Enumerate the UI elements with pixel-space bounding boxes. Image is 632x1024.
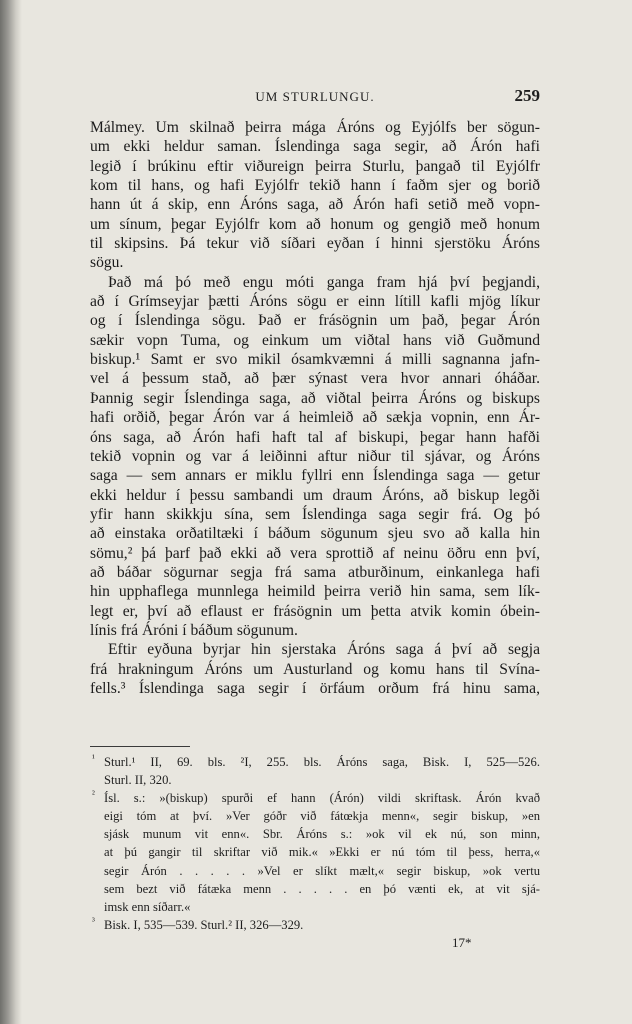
footnote-text: Sturl. II, 320.	[104, 773, 172, 788]
footnote-line	[90, 843, 540, 861]
footnote-line	[90, 753, 540, 771]
text-line: frá hrakningum Áróns um Austurland og komu hans til Svína-	[90, 660, 540, 678]
text-line: kom til hans, og hafi Eyjólfr tekið hann í faðm sjer og borið	[90, 177, 540, 195]
footnote-text: Sturl.¹ II, 69. bls. ²I, 255. bls. Áróns saga, Bisk. I, 525—526.	[104, 755, 540, 769]
text-line: til skipsins. Þá tekur við síðari eyðan í hinni sjerstöku Áróns	[90, 235, 540, 253]
signature-mark: 17*	[452, 935, 472, 950]
footnote-marker: ²	[92, 790, 95, 801]
text-line: að í Grímseyjar þætti Áróns sögu er einn lítill kafli mjög líkur	[90, 293, 540, 311]
text-line: Það má þó með engu móti ganga fram hjá því þegjandi,	[108, 273, 540, 291]
page-number: 259	[514, 86, 540, 105]
footnote-line	[90, 771, 540, 789]
text-line: óns saga, að Árón hafi haft tal af biskupi, þegar hann hafði	[90, 428, 540, 446]
footnote-text: imsk enn síðarr.«	[104, 899, 191, 914]
footnote-line	[90, 862, 540, 880]
footnotes	[90, 753, 540, 934]
text-line: legt er, því að eflaust er frásögnin um þetta atvik komin óbein-	[90, 602, 540, 620]
text-line: sækir vopn Tuma, og einkum um viðtal hans við Guðmund	[90, 331, 540, 349]
text-line: Málmey. Um skilnað þeirra mága Áróns og Eyjólfs ber sögun-	[90, 119, 540, 136]
text-line: að einstaka orðatiltæki í báðum sögunum sjeu svo að kalla hin	[90, 525, 540, 543]
text-line: saga — sem annars er miklu fyllri enn Íslendinga saga — getur	[90, 467, 540, 485]
text-line: línis frá Áróni í báðum sögunum.	[90, 621, 298, 639]
footnote-text: Bisk. I, 535—539. Sturl.² II, 326—329.	[104, 917, 304, 932]
text-line: sögu.	[90, 254, 124, 272]
binding-gutter	[0, 0, 22, 1024]
footnote-text: eigi tóm at því. »Ver góðr við fátœkja menn«, segir biskup, »en	[104, 809, 540, 824]
footnote-text: sjásk munum vit enn«. Sbr. Áróns s.: »ok vil ek nú, son minn,	[104, 827, 540, 842]
text-line: vel á þessum stað, að þær sýnast vera hvor annari óháðar.	[90, 370, 540, 388]
footnote-text: at þú gangir til skriftar við mik.« »Ekki er nú tóm til þess, herra,«	[104, 845, 540, 860]
text-line: um ekki heldur saman. Íslendinga saga segir, að Árón hafi	[90, 138, 540, 156]
body-text	[90, 118, 540, 698]
footnote-marker: ³	[92, 916, 95, 927]
text-line: hafi orðið, þegar Árón var á heimleið að sækja vopnin, enn Ár-	[90, 409, 540, 427]
text-line: að báðar sögurnar segja frá sama atburðinum, einkanlega hafi	[90, 563, 540, 581]
footnote-line	[90, 789, 540, 807]
text-line: hann út á skip, enn Áróns saga, að Árón hafi setið með vopn-	[90, 196, 540, 214]
footnote-line	[90, 880, 540, 898]
footnote-text: Ísl. s.: »(biskup) spurði ef hann (Árón) vildi skriftask. Árón kvað	[104, 791, 540, 806]
footnote-line	[90, 825, 540, 843]
text-line: biskup.¹ Samt er svo mikil ósamkvæmni á milli sagnanna jafn-	[90, 351, 540, 369]
text-line: um sínum, þegar Eyjólfr kom að honum og gengið með honum	[90, 215, 540, 233]
text-line: Þannig segir Íslendinga saga, að viðtal þeirra Áróns og biskups	[90, 389, 540, 407]
footnote-divider	[90, 746, 190, 747]
text-line: Eftir eyðuna byrjar hin sjerstaka Áróns saga á því að segja	[108, 641, 540, 659]
footnote-marker: ¹	[92, 754, 95, 764]
text-line: yfir hann skikkju sína, sem Íslendinga saga segir frá. Og þó	[90, 505, 540, 523]
footnote-line	[90, 916, 540, 934]
text-line: sömu,² þá þarf það ekki að vera sprottið af neinu öðru enn því,	[90, 544, 540, 562]
running-title: UM STURLUNGU.	[255, 89, 375, 104]
page-header	[90, 86, 540, 108]
text-line: tekið vopnin og var á leiðinni aftur niður til sjávar, og Áróns	[90, 447, 540, 465]
text-line: legið í brúkinu eftir viðureign þeirra Sturlu, þangað til Eyjólfr	[90, 157, 540, 175]
footnote-line	[90, 807, 540, 825]
text-line: fells.³ Íslendinga saga segir í örfáum orðum frá hinu sama,	[90, 679, 540, 697]
footnote-text: sem bezt við fátæka menn . . . . . en þó vænti ek, at vit sjá-	[104, 881, 540, 896]
footnote-text: segir Árón . . . . . »Vel er slíkt mælt,« segir biskup, »ok vertu	[104, 863, 540, 878]
text-line: hin upphaflega munnlega heimild þeirra verið hin sama, sem lík-	[90, 583, 540, 601]
footnote-line	[90, 898, 540, 916]
text-line: ekki heldur í þessu sambandi um draum Áróns, að biskup legði	[90, 486, 540, 504]
text-line: og í Íslendinga sögu. Það er frásögnin um það, þegar Árón	[90, 312, 540, 330]
